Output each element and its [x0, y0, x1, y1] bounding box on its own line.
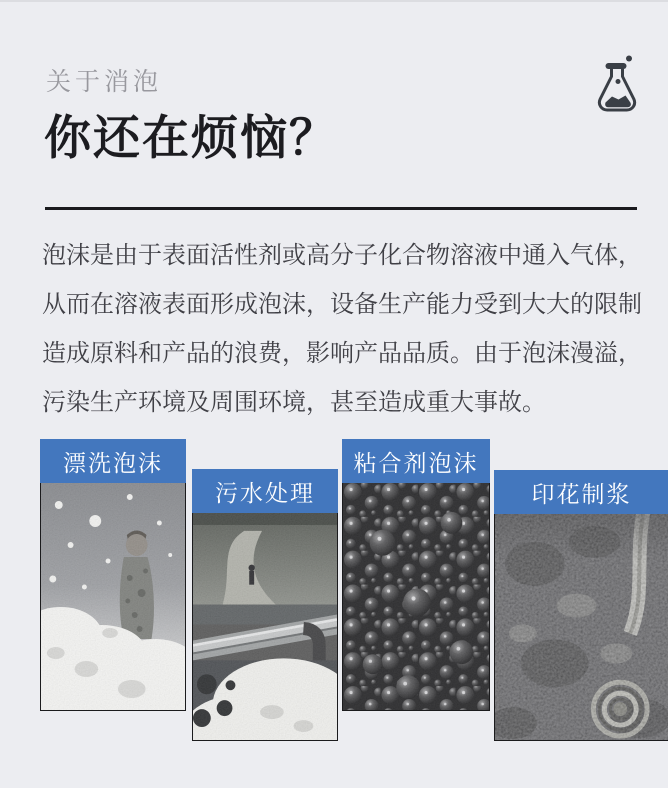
intro-paragraph: [42, 231, 642, 427]
card-rinse-foam: [40, 439, 186, 711]
intro-line-1: 泡沫是由于表面活性剂或高分子化合物溶液中通入气体，: [42, 242, 642, 269]
card-adhesive-foam: [342, 439, 490, 711]
card-label: 漂洗泡沫: [40, 439, 186, 483]
flask-icon: [592, 54, 642, 112]
sewage-treatment-photo: [192, 513, 338, 741]
printing-pulping-photo: [494, 514, 668, 741]
card-printing-pulping: [494, 470, 668, 741]
card-label: 污水处理: [192, 469, 338, 513]
card-sewage-treatment: [192, 469, 338, 741]
rinse-foam-photo: [40, 483, 186, 711]
divider-rule: [45, 207, 637, 210]
card-label: 印花制浆: [494, 470, 668, 514]
adhesive-foam-photo: [342, 483, 490, 711]
intro-line-3: 造成原料和产品的浪费，影响产品品质。由于泡沫漫溢，: [42, 340, 642, 367]
card-label: 粘合剂泡沫: [342, 439, 490, 483]
intro-line-2: 从而在溶液表面形成泡沫，设备生产能力受到大大的限制: [42, 291, 642, 318]
section-eyebrow: 关于消泡: [46, 68, 163, 96]
intro-line-4: 污染生产环境及周围环境，甚至造成重大事故。: [42, 389, 546, 416]
top-edge-line: [0, 0, 668, 2]
page-title: 你还在烦恼？: [44, 111, 338, 164]
